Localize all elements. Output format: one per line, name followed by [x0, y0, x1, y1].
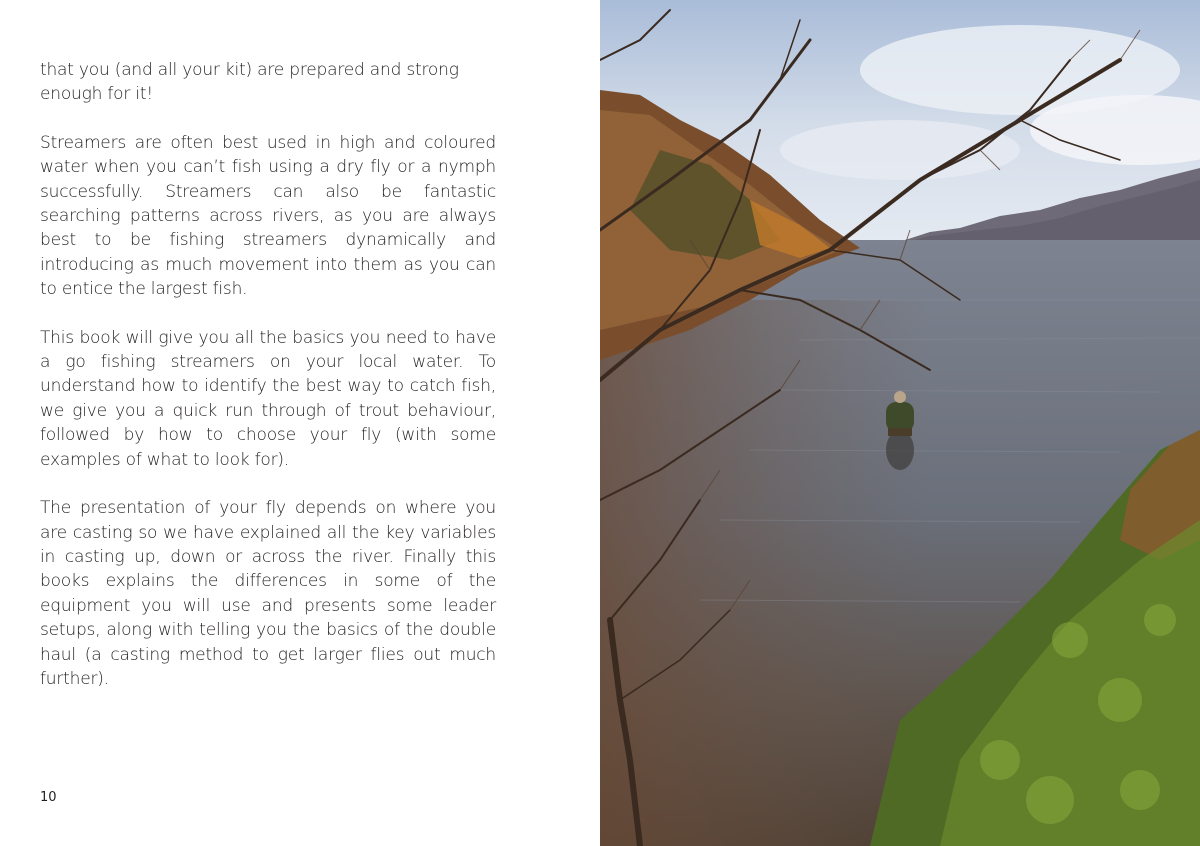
paragraph-1: that you (and all your kit) are prepared and strong enough for it!: [40, 60, 459, 105]
paragraph-2: Streamers are often best used in high and coloured water when you can’t fish using a dry fly or a nymph successfully. Streamers can also be fantastic searching patterns across rivers, as you are always best to be fishing streamers dynamically and introducing as much movement into them as you can to entice the largest fish.: [40, 132, 496, 300]
page-number: 10: [40, 790, 57, 805]
paragraph-4: The presentation of your fly depends on where you are casting so we have explained all the key variables in casting up, down or across the river. Finally this books explains the differences in some of the equipment you will use and presents some leader setups, along with telling you the basics of the double haul (a casting method to get larger flies out much further).: [40, 498, 496, 689]
body-text: [40, 58, 496, 715]
loch-scene-illustration: [600, 0, 1200, 846]
paragraph-3: This book will give you all the basics you need to have a go fishing streamers on your local water. To understand how to identify the best way to catch fish, we give you a quick run through of trout behaviour, followed by how to choose your fly (with some examples of what to look for).: [40, 327, 496, 470]
fishing-photo: [600, 0, 1200, 846]
